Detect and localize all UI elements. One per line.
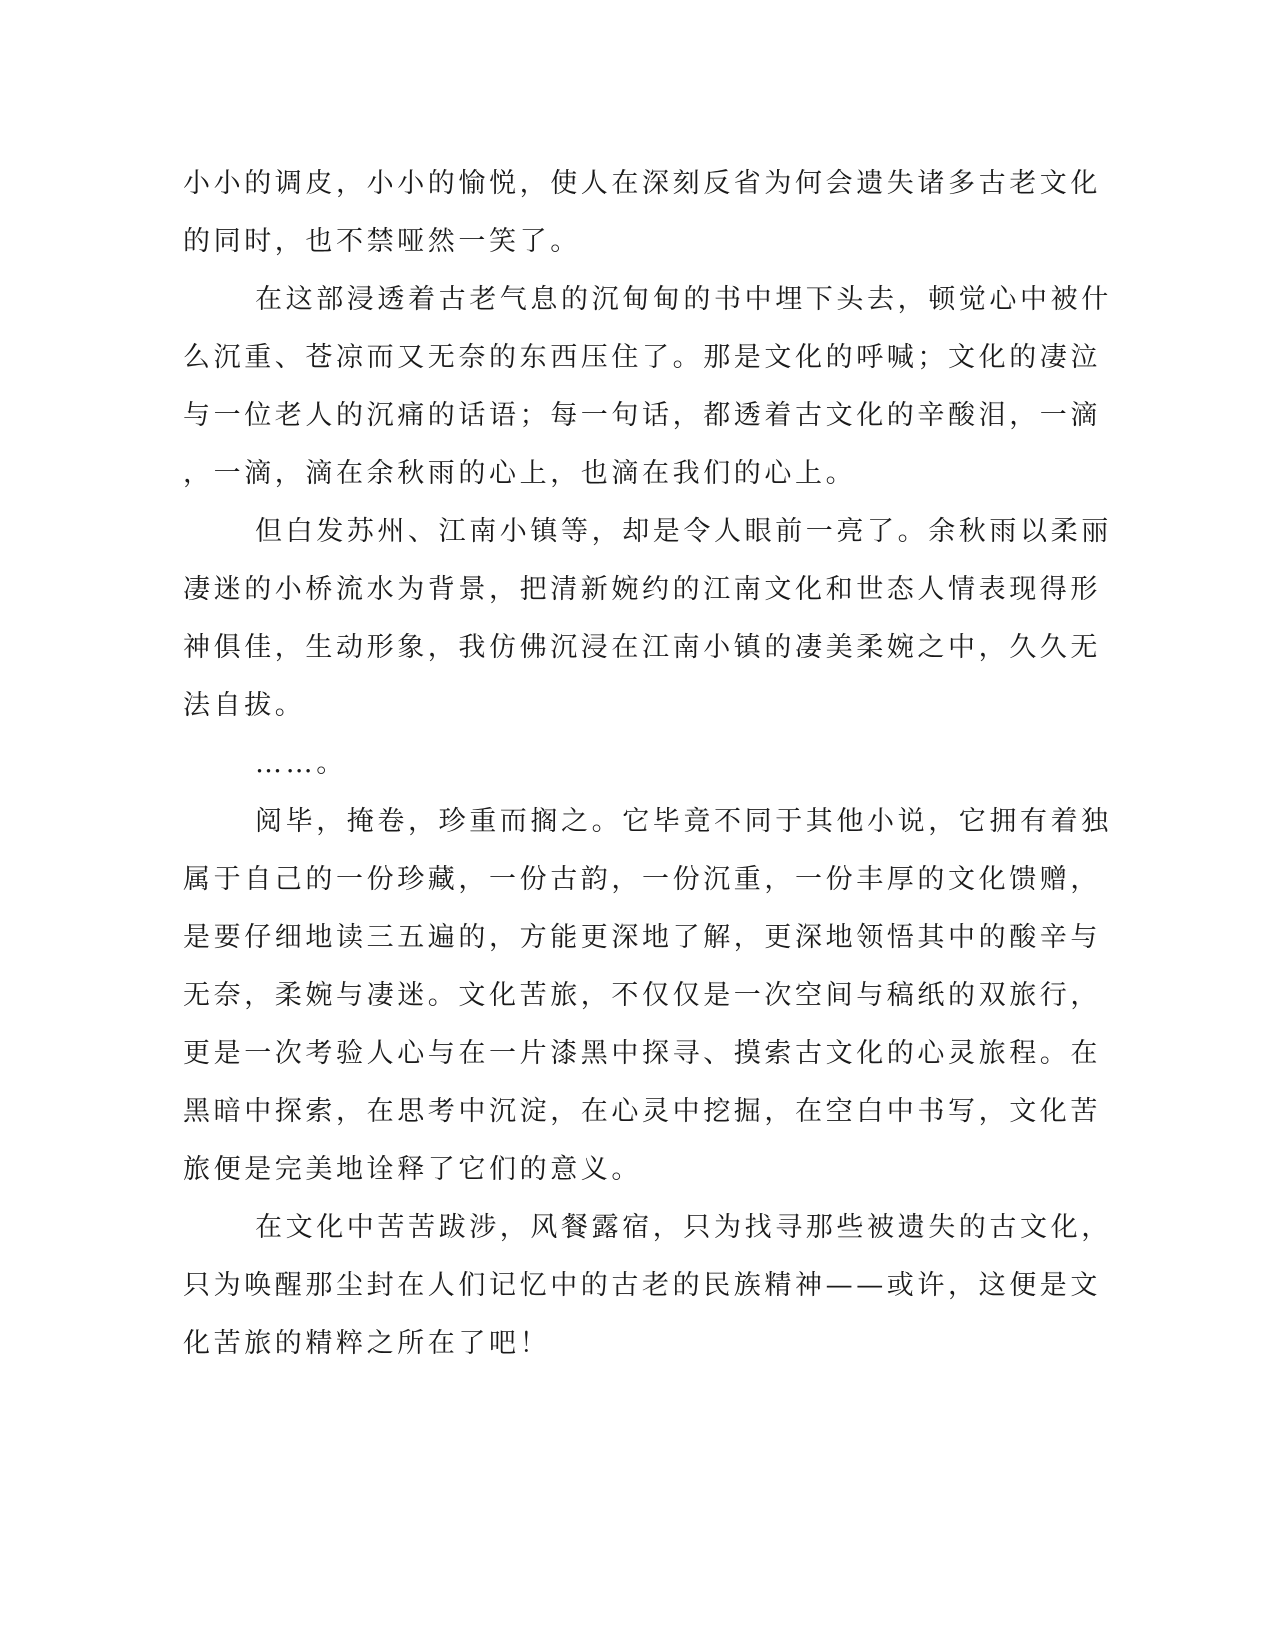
text-line: 无奈，柔婉与凄迷。文化苦旅，不仅仅是一次空间与稿纸的双旅行， <box>183 980 1101 1011</box>
text-line: 属于自己的一份珍藏，一份古韵，一份沉重，一份丰厚的文化馈赠， <box>183 864 1101 895</box>
text-line: 在文化中苦苦跋涉，风餐露宿，只为找寻那些被遗失的古文化， <box>255 1212 1112 1243</box>
text-line: 化苦旅的精粹之所在了吧！ <box>183 1328 551 1359</box>
text-line: 凄迷的小桥流水为背景，把清新婉约的江南文化和世态人情表现得形 <box>183 574 1101 605</box>
body-text <box>183 155 1112 1373</box>
text-line: 阅毕，掩卷，珍重而搁之。它毕竟不同于其他小说，它拥有着独 <box>255 806 1112 837</box>
text-line: 与一位老人的沉痛的话语；每一句话，都透着古文化的辛酸泪，一滴 <box>183 400 1101 431</box>
text-line: 黑暗中探索，在思考中沉淀，在心灵中挖掘，在空白中书写，文化苦 <box>183 1096 1101 1127</box>
text-line: 但白发苏州、江南小镇等，却是令人眼前一亮了。余秋雨以柔丽 <box>255 516 1112 547</box>
text-line: 更是一次考验人心与在一片漆黑中探寻、摸索古文化的心灵旅程。在 <box>183 1038 1101 1069</box>
text-line: 在这部浸透着古老气息的沉甸甸的书中埋下头去，顿觉心中被什 <box>255 284 1112 315</box>
text-line: 的同时，也不禁哑然一笑了。 <box>183 226 581 257</box>
text-line: 神俱佳，生动形象，我仿佛沉浸在江南小镇的凄美柔婉之中，久久无 <box>183 632 1101 663</box>
text-line: 法自拔。 <box>183 690 306 721</box>
text-line: 是要仔细地读三五遍的，方能更深地了解，更深地领悟其中的酸辛与 <box>183 922 1101 953</box>
text-line: ，一滴，滴在余秋雨的心上，也滴在我们的心上。 <box>183 458 857 489</box>
text-line: 只为唤醒那尘封在人们记忆中的古老的民族精神——或许，这便是文 <box>183 1270 1101 1301</box>
text-line: 么沉重、苍凉而又无奈的东西压住了。那是文化的呼喊；文化的凄泣 <box>183 342 1101 373</box>
ellipsis-line: ……。 <box>255 748 347 779</box>
text-line: 小小的调皮，小小的愉悦，使人在深刻反省为何会遗失诸多古老文化 <box>183 168 1101 199</box>
text-line: 旅便是完美地诠释了它们的意义。 <box>183 1154 642 1185</box>
